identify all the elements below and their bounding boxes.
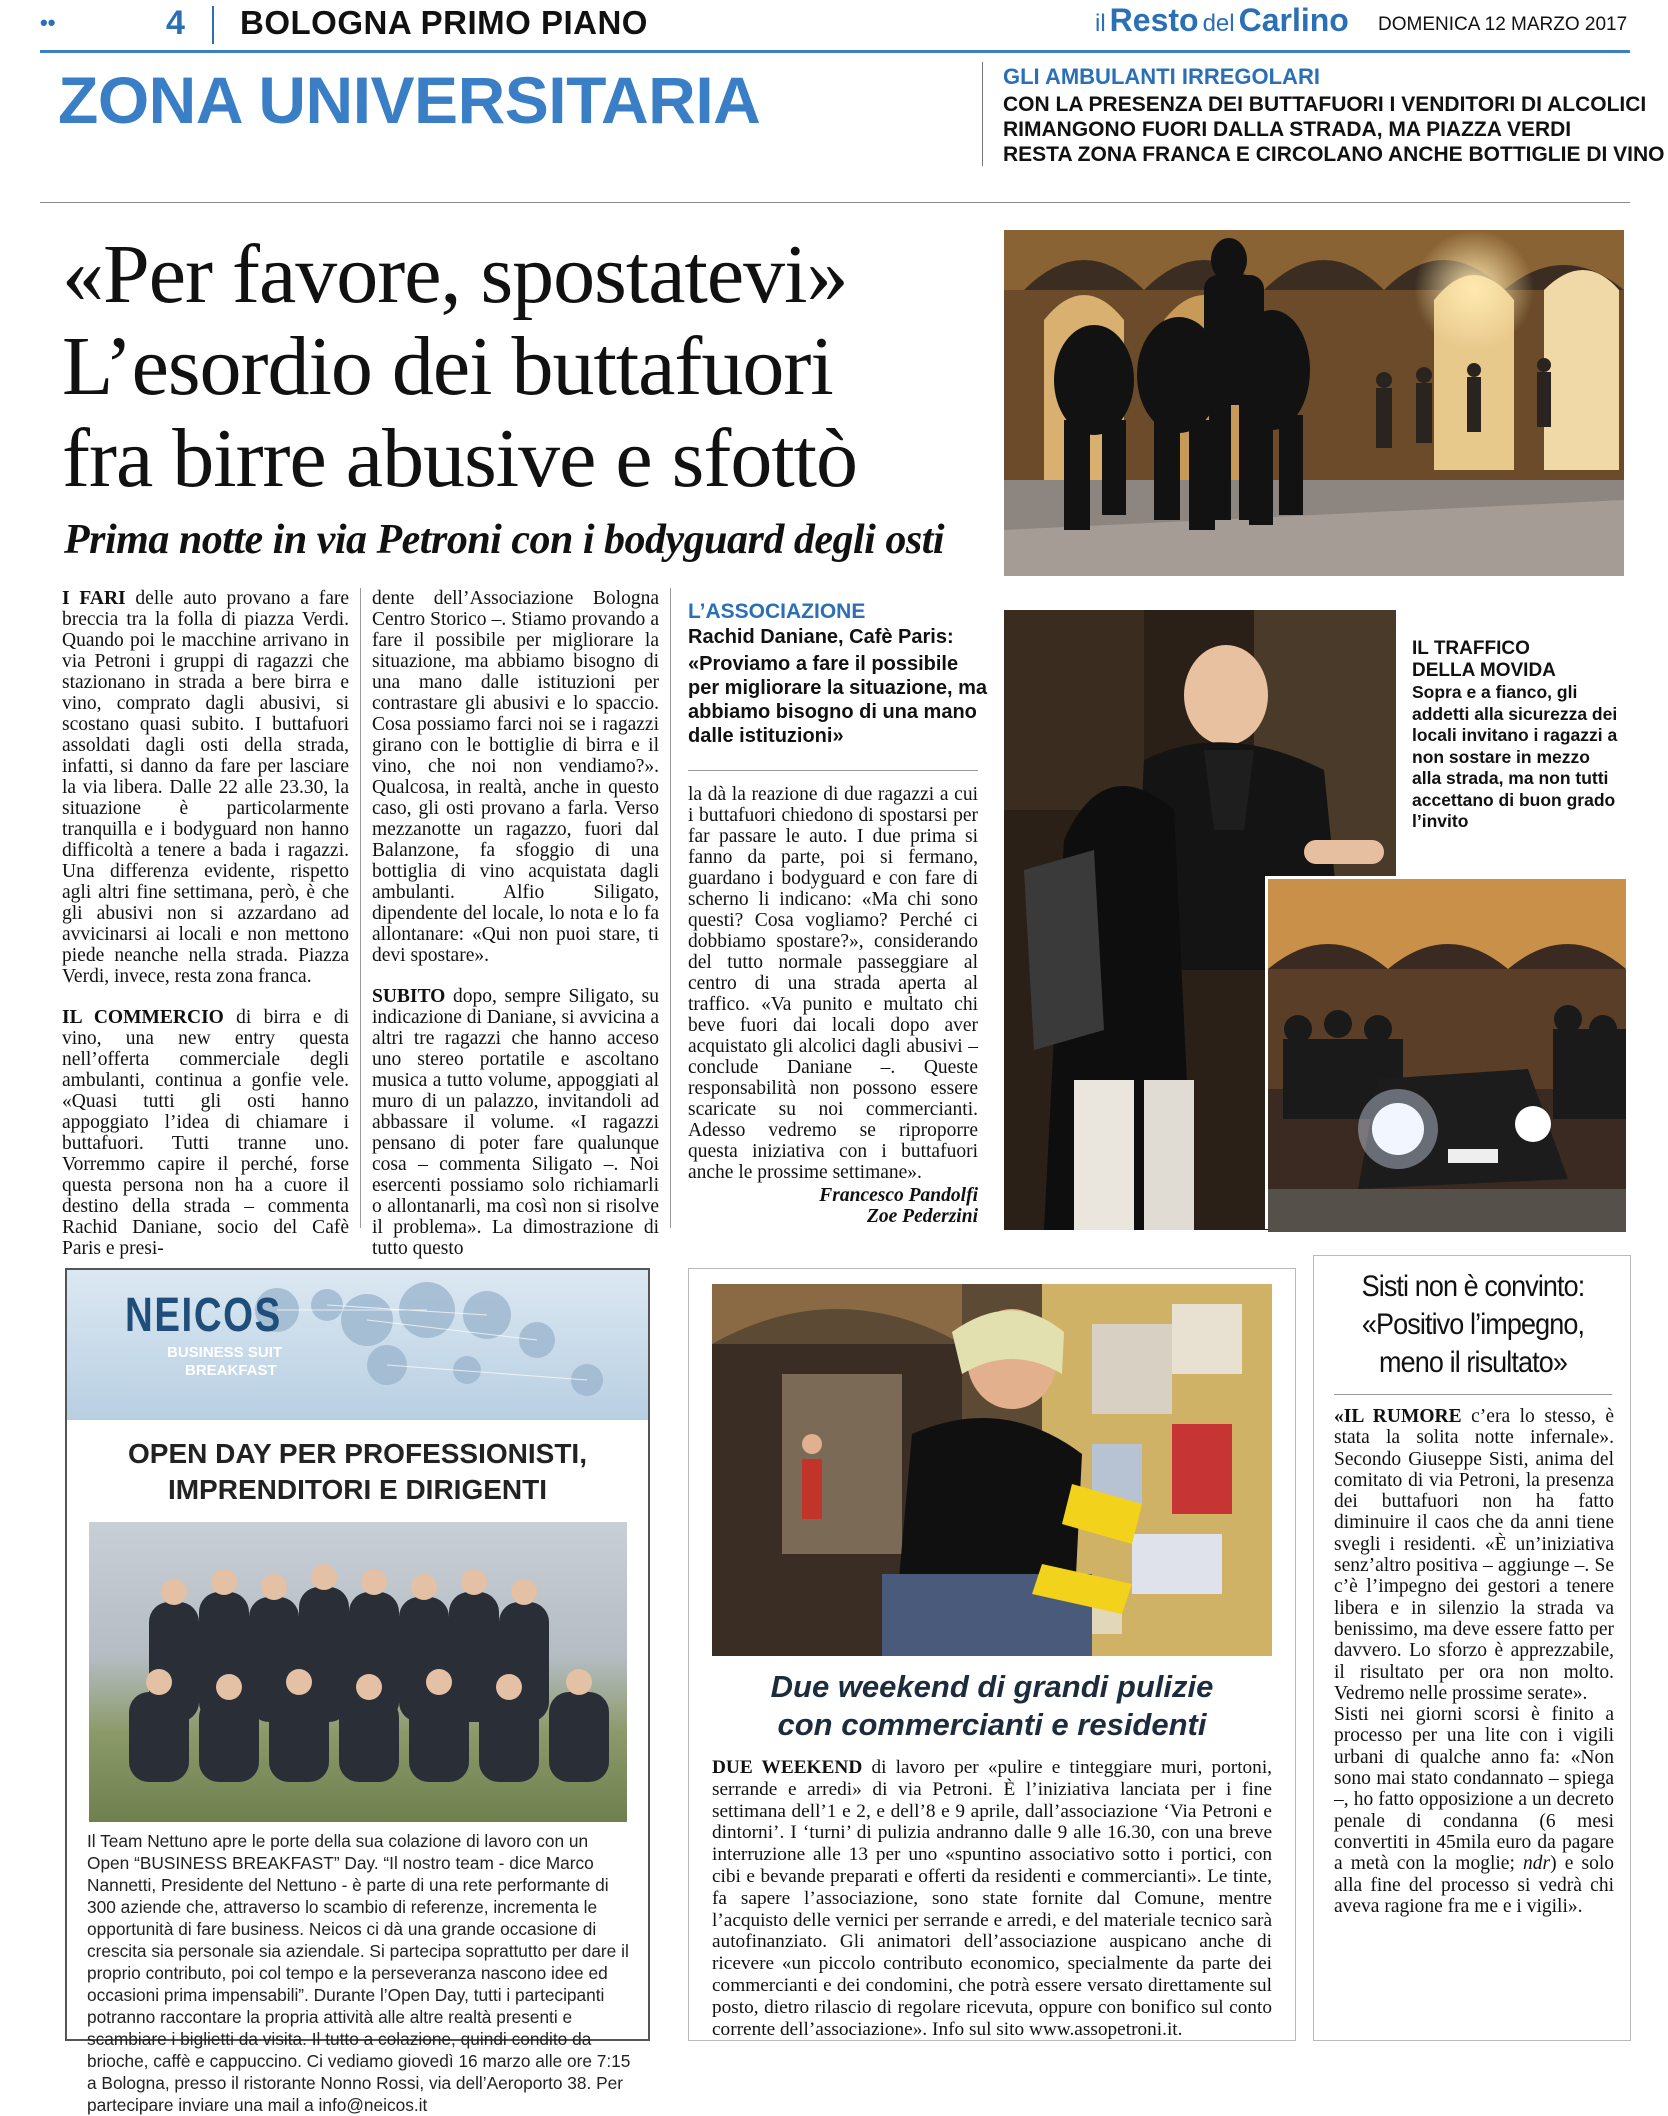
article-paragraph-2 — [62, 1007, 349, 1259]
neicos-ad — [65, 1268, 650, 2115]
byline-2: Zoe Pederzini — [866, 1206, 978, 1227]
cleaning-title-2: con commercianti e residenti — [777, 1707, 1207, 1742]
ad-banner — [67, 1270, 648, 1420]
section-title: BOLOGNA PRIMO PIANO — [240, 4, 648, 41]
quote-name: Rachid Daniane, Cafè Paris: — [688, 626, 954, 648]
article-text-2: di birra e di vino, una new entry questa nell’offerta commerciale degli ambulanti, continua a gonfie vele. «Quasi tutti gli osti hanno appoggiato l’idea di chiamare i buttafuori. Tutti tranne uno. Vorremmo capire il perché, forse questa persona non ha a cuore il destino della strada – commenta Rachid Daniane, socio del Cafè Paris e presi- — [62, 1007, 349, 1259]
page-date: DOMENICA 12 MARZO 2017 — [1378, 14, 1628, 35]
cleaning-paragraph — [712, 1757, 1272, 2040]
sisti-paragraph-2 — [1334, 1704, 1614, 1917]
ad-brand: NEICOS — [125, 1289, 282, 1342]
cleaning-body — [712, 1757, 1272, 2040]
headline-line-2: L’esordio dei buttafuori — [62, 320, 833, 413]
article-lead-1: I FARI — [62, 588, 126, 609]
logo-del: del — [1202, 10, 1235, 37]
sisti-text-2b: ) e solo alla fine del processo si vedrà chi aveva ragione fra me e i vigili». — [1334, 1853, 1615, 1917]
sisti-title-3: meno il risultato» — [1379, 1346, 1567, 1379]
ad-body: Il Team Nettuno apre le porte della sua colazione di lavoro con un Open “BUSINESS BREAKFAST” Day. “Il nostro team - dice Marco Nannetti, Presidente del Nettuno - è parte di una rete performante di 300 aziende che, attraverso lo scambio di referenze, incrementa le opportunità di fare business. Neicos ci dà una grande occasione di crescita sia personale sia aziendale. Si partecipa soprattutto per dare il proprio contributo, poi col tempo e la perseveranza nascono idee ed occasioni prima impensabili”. Durante l’Open Day, tutti i partecipanti potranno raccontare la propria attività alle altre realtà presenti e scambiare i biglietti da visita. Il tutto a colazione, quindi condito da brioche, caffè e cappuccino. Ci vediamo giovedì 16 marzo alle ore 7:15 a Bologna, presso il ristorante Nonno Rossi, via dell’Aeroporto 38. Per partecipare inviare una mail a info@neicos.it — [87, 1831, 631, 2115]
logo-il: il — [1095, 10, 1106, 37]
sidebar-line-2: RIMANGONO FUORI DALLA STRADA, MA PIAZZA VERDI — [1003, 118, 1572, 141]
logo-carlino: Carlino — [1238, 2, 1349, 38]
sisti-rule — [1334, 1394, 1612, 1395]
ad-team-photo — [89, 1522, 627, 1822]
quote-text: «Proviamo a fare il possibile per migliorare la situazione, ma abbiamo bisogno di una mano dalle istituzioni» — [688, 653, 987, 747]
header-rule — [40, 50, 1630, 53]
cleaning-illustration — [712, 1284, 1272, 1656]
quote-kicker: L’ASSOCIAZIONE — [688, 600, 866, 623]
article-lead-2: IL COMMERCIO — [62, 1007, 224, 1028]
page-dots: •• — [40, 10, 56, 35]
sisti-title-2: «Positivo l’impegno, — [1361, 1308, 1585, 1341]
sisti-paragraph-1 — [1334, 1406, 1614, 1704]
cleaning-photo — [712, 1284, 1272, 1656]
logo-resto: Resto — [1109, 2, 1199, 38]
caption-title-2: DELLA MOVIDA — [1412, 660, 1556, 681]
zone-title: ZONA UNIVERSITARIA — [58, 63, 761, 137]
article-paragraph-5: la dà la reazione di due ragazzi a cui i buttafuori chiedono di spostarsi per far passare le auto. I due prima si fanno da parte, poi si fermano, guardano i bodyguard e con fare di scherno li indicano: «Ma chi sono questi? Cosa vogliamo? Perché ci dobbiamo spostare?», considerando del tutto normale passeggiare al centro di una strada aperta al traffico. «Va punito e multato chi beve fuori dai locali dopo aver acquistato gli alcolici dagli abusivi – conclude Daniane –. Queste responsabilità non possono essere scaricate su noi commercianti. Adesso vedremo se riproporre questa iniziativa con i buttafuori anche le prossime settimane». — [688, 784, 978, 1183]
ad-tag-2: BREAKFAST — [185, 1362, 277, 1379]
car-photo — [1265, 876, 1623, 1229]
byline-1: Francesco Pandolfi — [819, 1185, 978, 1206]
ad-headline-1: OPEN DAY PER PROFESSIONISTI, — [127, 1438, 587, 1469]
headline-subtitle: Prima notte in via Petroni con i bodyguard degli osti — [64, 517, 945, 563]
cleaning-text: di lavoro per «pulire e tinteggiare muri, portoni, serrande e arredi» di via Petroni. È l’iniziativa lanciata per i fine settimana dell’1 e 2, e dell’8 e 9 aprile, dall’associazione ‘Via Petroni e dintorni’. I ‘turni’ di pulizia andranno dalle 9 alle 16.30, con una breve interruzione alle 13 per uno «spuntino associativo sotto i portici, con cibi e bevande preparati e offerti da residenti e commercianti». Le tinte, fa sapere l’associazione, sono state fornite dal Comune, mentre l’acquisto delle vernici per serrande e arredi, e del materiale tecnico sarà autofinanziato. Gli animatori dell’associazione auspicano anche di ricevere «un piccolo contributo economico, specialmente da parte dei commercianti e dei condomini, che potrà essere versato direttamente sul posto, dietro rilascio di regolare ricevuta, oppure con bonifico sul conto corrente dell’associazione». Info sul sito www.assopetroni.it. — [712, 1757, 1273, 2040]
team-group-illustration — [89, 1522, 627, 1822]
sisti-text-2a: Sisti nei giorni scorsi è finito a processo per una lite con i vigili urbani di qualche anno fa: «Non sono mai stato condannato – spiega –, ho fatto opposizione a un decreto penale di condanna (6 mesi convertiti in 45mila euro da pagare a metà con la moglie; — [1334, 1704, 1614, 1875]
article-column-3 — [688, 784, 978, 1227]
sisti-box — [1313, 1255, 1631, 2041]
car-illustration — [1268, 879, 1626, 1232]
ad-headline-2: IMPRENDITORI E DIRIGENTI — [167, 1474, 548, 1505]
article-paragraph-4 — [372, 986, 659, 1259]
article-paragraph-1 — [62, 588, 349, 987]
article-lead-3: SUBITO — [372, 986, 446, 1007]
column-divider-1 — [360, 588, 361, 1228]
cleaning-box — [688, 1268, 1296, 2041]
caption-text: Sopra e a fianco, gli addetti alla sicurezza dei locali invitano i ragazzi a non sostare in mezzo alla strada, ma non tutti accettano di buon grado l’invito — [1412, 682, 1618, 831]
sisti-title-1: Sisti non è convinto: — [1361, 1270, 1585, 1303]
headline-line-3: fra birre abusive e sfottò — [62, 412, 858, 505]
movida-photo-top — [1004, 230, 1624, 576]
article-paragraph-3: dente dell’Associazione Bologna Centro Storico –. Stiamo provando a fare il possibile per migliorare la situazione, ma abbiamo bisogno di una mano dalle istituzioni per contrastare gli abusivi e lo spaccio. Cosa possiamo farci noi se i ragazzi girano con le bottiglie di birra e il vino, che noi non vendiamo?». Qualcosa, in realtà, anche in questo caso, gli osti provano a farla. Verso mezzanotte un ragazzo, fuori dal Balanzone, fa sfoggio di una bottiglia di vino acquistata dagli ambulanti. Alfio Siligato, dipendente del locale, lo nota e lo fa allontanare: «Qui non puoi stare, ti devi spostare». — [372, 588, 659, 966]
zone-divider — [982, 62, 983, 166]
page-number: 4 — [166, 4, 185, 42]
cleaning-title-1: Due weekend di grandi pulizie — [770, 1669, 1214, 1704]
cleaning-lead: DUE WEEKEND — [712, 1757, 863, 1778]
sisti-ndr: ndr — [1523, 1853, 1551, 1875]
article-column-2 — [372, 588, 659, 1259]
sisti-text-1: c’era lo stesso, è stata la solita notte infernale». Secondo Giuseppe Sisti, anima del comitato di via Petroni, la presenza dei buttafuori non ha fatto diminuire il caos che da anni tiene svegli i residenti. «È un’iniziativa senz’altro positiva – aggiunge –. Se c’è l’impegno dei gestori a tenere libera e in silenzio la strada va benissimo, ma deve essere fatto per davvero. Lo sforzo è apprezzabile, il risultato per ora non molto. Vedremo nelle prossime serate». — [1334, 1406, 1614, 1704]
sisti-body — [1334, 1406, 1614, 1917]
column-divider-2 — [670, 588, 671, 1228]
newspaper-logo — [1095, 2, 1349, 39]
article-text-4: dopo, sempre Siligato, su indicazione di Daniane, si avvicina a altri tre ragazzi che hanno acceso uno stereo portatile e ascoltano musica a tutto volume, appoggiati al muro di un palazzo, invitandoli ad abbassare il volume. «I ragazzi pensano di poter fare qualunque cosa – commenta Siligato –. Noi esercenti possiamo solo richiamarli o allontanarli, ma così non si risolve il problema». La dimostrazione di tutto questo — [372, 986, 659, 1259]
sidebar-line-1: CON LA PRESENZA DEI BUTTAFUORI I VENDITORI DI ALCOLICI — [1003, 93, 1647, 116]
article-text-1: delle auto provano a fare breccia tra la folla di piazza Verdi. Quando poi le macchine arrivano in via Petroni i gruppi di ragazzi che stazionano in strada a bere birra e vino, comprato dagli abusivi, si scostano quasi subito. I buttafuori assoldati dagli osti della strada, infatti, si danno da fare per lasciare la via libera. Dalle 22 alle 23.30, la situazione è particolarmente tranquilla e i bodyguard non hanno difficoltà a tenere a bada i ragazzi. Una differenza evidente, rispetto agli altri fine settimana, però, è che gli abusivi non si azzardano ad avvicinarsi ai locali e non mettono piede neanche nella strada. Piazza Verdi, invece, resta zona franca. — [62, 588, 349, 987]
sidebar-line-3: RESTA ZONA FRANCA E CIRCOLANO ANCHE BOTTIGLIE DI VINO — [1003, 143, 1665, 166]
arcade-illustration — [1004, 230, 1624, 576]
sisti-lead: «IL RUMORE — [1334, 1406, 1462, 1427]
headline-line-1: «Per favore, spostatevi» — [62, 228, 848, 321]
zone-rule — [40, 202, 1630, 203]
photo-caption — [1412, 638, 1622, 833]
sidebar-heading: GLI AMBULANTI IRREGOLARI — [1003, 64, 1320, 89]
ad-tag-1: BUSINESS SUIT — [167, 1344, 283, 1361]
quote-rule — [688, 770, 978, 771]
caption-title-1: IL TRAFFICO — [1412, 638, 1530, 659]
article-column-1 — [62, 588, 349, 1259]
page-number-divider — [212, 6, 214, 44]
